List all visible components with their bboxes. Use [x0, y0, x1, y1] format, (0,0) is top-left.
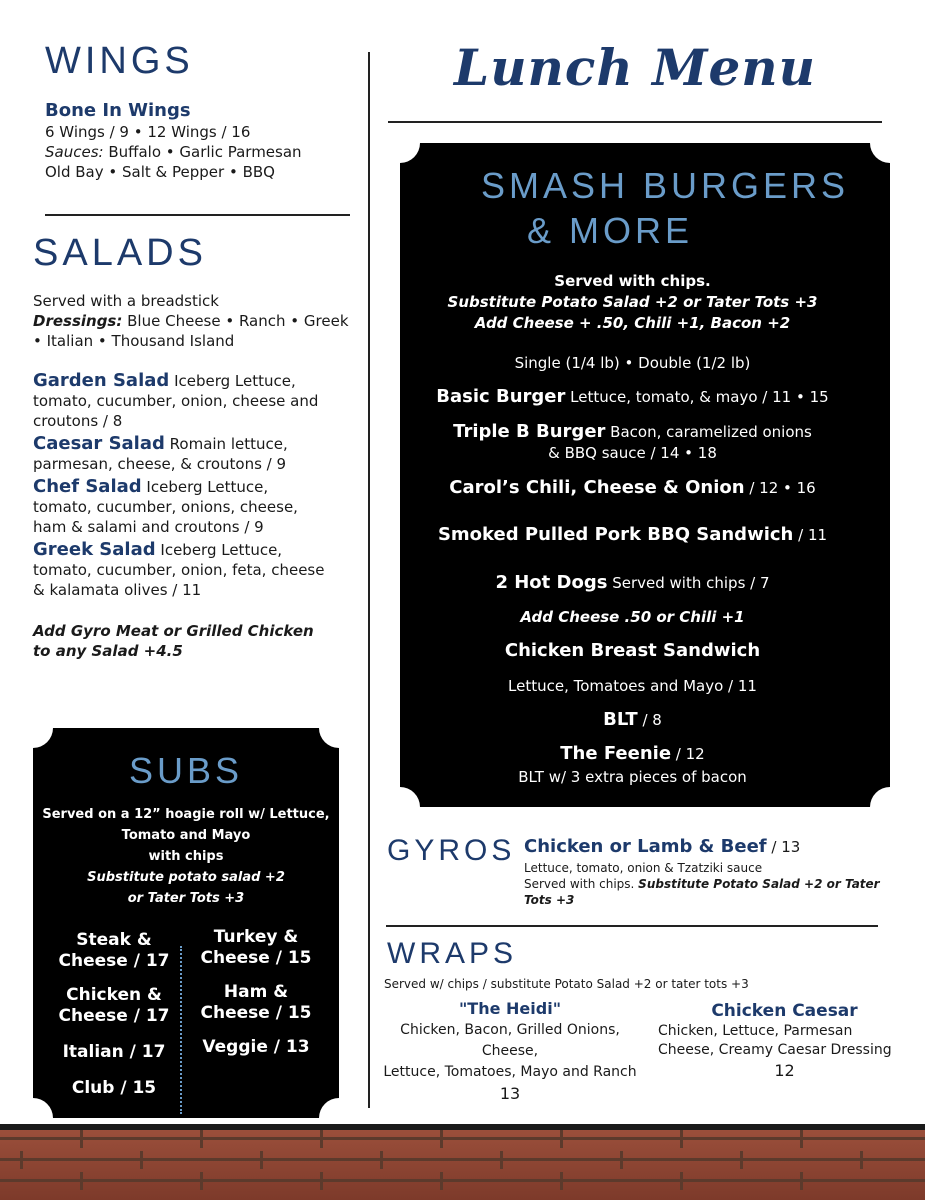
sub-item-line2: Cheese / 15: [200, 948, 312, 968]
gyros-desc3: Tots +3: [524, 893, 575, 907]
gyros-desc2: [524, 876, 884, 892]
subs-divider: [180, 946, 182, 1114]
bone-in-wings-name: Bone In Wings: [45, 100, 191, 121]
salads-dressings-line1: [33, 311, 353, 331]
chicken-caesar-wrap: [652, 1000, 917, 1082]
salad-desc: ham & salami and croutons / 9: [33, 518, 264, 536]
hot-dogs-name: 2 Hot Dogs: [495, 572, 608, 593]
chicken-breast-desc: Lettuce, Tomatoes and Mayo / 11: [508, 677, 757, 695]
wings-divider: [45, 214, 350, 216]
sauces-list-1: Buffalo • Garlic Parmesan: [103, 143, 302, 161]
salads-heading: SALADS: [33, 232, 207, 274]
salad-desc: Iceberg Lettuce,: [155, 541, 283, 559]
heidi-name: "The Heidi": [458, 999, 562, 1018]
subs-line5: or Tater Tots +3: [127, 891, 245, 906]
burgers-substitute: Substitute Potato Salad +2 or Tater Tots +3: [447, 293, 818, 311]
feenie-name: The Feenie: [560, 743, 672, 764]
heidi-desc1: Chicken, Bacon, Grilled Onions, Cheese,: [400, 1022, 620, 1059]
chicken-caesar-desc2: Cheese, Creamy Caesar Dressing: [658, 1042, 892, 1058]
panel-corner: [870, 787, 910, 827]
panel-corner: [319, 708, 359, 748]
salads-dressings-line2: • Italian • Thousand Island: [33, 332, 235, 350]
subs-line1: Served on a 12” hoagie roll w/ Lettuce,: [42, 807, 330, 822]
basic-burger-desc: Lettuce, tomato, & mayo / 11 • 15: [565, 388, 829, 406]
sub-item: [51, 1076, 177, 1099]
salad-desc: Romain lettuce,: [164, 435, 288, 453]
panel-corner: [870, 123, 910, 163]
sub-item-line1: Italian / 17: [62, 1042, 166, 1062]
gyros-served: Served with chips.: [524, 877, 639, 891]
burgers-addons: Add Cheese + .50, Chili +1, Bacon +2: [474, 314, 791, 332]
triple-b-desc: Bacon, caramelized onions: [605, 423, 812, 441]
panel-corner: [13, 708, 53, 748]
gyros-divider: [386, 925, 878, 927]
blt: [400, 709, 865, 730]
triple-b-desc2: & BBQ sauce / 14 • 18: [548, 444, 717, 462]
salad-addon-line1: Add Gyro Meat or Grilled Chicken: [33, 622, 314, 640]
wings-sizes: 6 Wings / 9 • 12 Wings / 16: [45, 123, 251, 141]
pulled-pork-price: / 11: [793, 526, 828, 544]
salads-intro: Served with a breadstick: [33, 292, 219, 310]
sub-item-line2: Cheese / 17: [58, 1006, 170, 1026]
heidi-price: 13: [499, 1084, 521, 1103]
pulled-pork-name: Smoked Pulled Pork BBQ Sandwich: [437, 524, 794, 545]
sauces-label: Sauces:: [45, 143, 104, 161]
hot-dogs-add: Add Cheese .50 or Chili +1: [520, 608, 745, 626]
sub-item: [51, 985, 177, 1040]
sub-item-line1: Ham &: [223, 982, 289, 1002]
triple-b-name: Triple B Burger: [453, 421, 606, 442]
subs-intro: [33, 804, 339, 909]
salad-desc: tomato, cucumber, onion, cheese and: [33, 392, 319, 410]
basic-burger: [400, 386, 865, 407]
subs-left-list: [51, 930, 177, 1099]
sub-item-line1: Steak &: [76, 930, 152, 950]
hot-dogs: [400, 572, 865, 593]
salad-name: Chef Salad: [33, 476, 142, 497]
triple-b-burger: [400, 421, 865, 464]
sub-item: [51, 1040, 177, 1076]
salads-section: [33, 291, 353, 351]
salad-desc: tomato, cucumber, onion, feta, cheese: [33, 561, 325, 579]
subs-panel: [33, 728, 339, 1118]
title-divider: [388, 121, 882, 123]
gyros-heading: GYROS: [387, 834, 516, 867]
salad-item: [33, 371, 353, 431]
gyros-name: Chicken or Lamb & Beef: [524, 836, 767, 857]
page-title: Lunch Menu: [454, 38, 816, 97]
chicken-caesar-price: 12: [774, 1061, 795, 1080]
dressings-list-1: Blue Cheese • Ranch • Greek: [122, 312, 349, 330]
feenie-desc: BLT w/ 3 extra pieces of bacon: [518, 768, 747, 786]
sub-item: [193, 982, 319, 1037]
chicken-caesar-name: Chicken Caesar: [711, 1001, 858, 1021]
dressings-label: Dressings:: [33, 312, 123, 330]
salad-item: [33, 477, 353, 537]
salad-desc: Iceberg Lettuce,: [169, 372, 296, 390]
subs-line3: with chips: [148, 849, 224, 864]
gyros-price: / 13: [766, 838, 801, 856]
burgers-heading-line1: SMASH BURGERS: [480, 165, 850, 206]
salad-name: Garden Salad: [33, 370, 170, 391]
subs-line2: Tomato and Mayo: [121, 828, 251, 843]
gyros-item: [524, 836, 884, 908]
salad-desc: parmesan, cheese, & croutons / 9: [33, 455, 287, 473]
salad-list: [33, 371, 353, 600]
wraps-heading: WRAPS: [387, 937, 518, 970]
carols-price: / 12 • 16: [744, 479, 816, 497]
salad-addon: [33, 621, 314, 661]
salad-desc: tomato, cucumber, onions, cheese,: [33, 498, 298, 516]
subs-line4: Substitute potato salad +2: [87, 870, 285, 885]
sub-item-line1: Turkey &: [213, 927, 299, 947]
burgers-heading: [440, 163, 890, 253]
salad-addon-line2: to any Salad +4.5: [33, 642, 183, 660]
panel-corner: [380, 787, 420, 827]
subs-right-list: [193, 927, 319, 1058]
sub-item: [193, 927, 319, 982]
gyros-substitute: Substitute Potato Salad +2 or Tater: [638, 877, 880, 891]
sub-item-line2: Cheese / 15: [200, 1003, 312, 1023]
burgers-served: Served with chips.: [554, 272, 711, 290]
sub-item: [193, 1037, 319, 1058]
feenie-price: / 12: [671, 745, 705, 763]
burger-sizes: Single (1/4 lb) • Double (1/2 lb): [514, 354, 751, 372]
carols-name: Carol’s Chili, Cheese & Onion: [449, 477, 745, 498]
wraps-intro: Served w/ chips / substitute Potato Salad +2 or tater tots +3: [384, 977, 749, 991]
feenie: [400, 743, 865, 764]
sub-item-line1: Club / 15: [71, 1078, 157, 1098]
heidi-desc2: Lettuce, Tomatoes, Mayo and Ranch: [383, 1064, 637, 1080]
panel-corner: [380, 123, 420, 163]
salad-name: Greek Salad: [33, 539, 156, 560]
burgers-intro: [400, 271, 865, 334]
brick-wall-background: [0, 1130, 925, 1200]
wings-sauces-line2: Old Bay • Salt & Pepper • BBQ: [45, 163, 275, 181]
sub-item-line1: Chicken &: [66, 985, 162, 1005]
hot-dogs-desc: Served with chips / 7: [607, 574, 770, 592]
basic-burger-name: Basic Burger: [436, 386, 566, 407]
chicken-breast-name: Chicken Breast Sandwich: [504, 640, 761, 661]
sub-item: [51, 930, 177, 985]
carols-burger: [400, 477, 865, 498]
chicken-caesar-desc1: Chicken, Lettuce, Parmesan: [658, 1023, 853, 1039]
salad-desc: Iceberg Lettuce,: [141, 478, 269, 496]
sub-item-line1: Veggie / 13: [202, 1037, 310, 1057]
salad-name: Caesar Salad: [33, 433, 165, 454]
burgers-panel: [400, 143, 890, 807]
column-divider: [368, 52, 370, 1108]
salad-item: [33, 434, 353, 474]
gyros-desc1: Lettuce, tomato, onion & Tzatziki sauce: [524, 861, 763, 875]
heidi-wrap: [375, 998, 645, 1105]
wings-heading: WINGS: [45, 40, 194, 82]
wings-sauces-line1: [45, 142, 365, 162]
subs-heading: SUBS: [128, 750, 244, 791]
blt-price: / 8: [637, 711, 662, 729]
wings-section: [45, 100, 365, 182]
salad-desc: croutons / 8: [33, 412, 123, 430]
salad-desc: & kalamata olives / 11: [33, 581, 202, 599]
sub-item-line2: Cheese / 17: [58, 951, 170, 971]
pulled-pork: [400, 524, 865, 545]
burgers-heading-line2: & MORE: [526, 210, 693, 251]
salad-item: [33, 540, 353, 600]
blt-name: BLT: [603, 709, 638, 730]
